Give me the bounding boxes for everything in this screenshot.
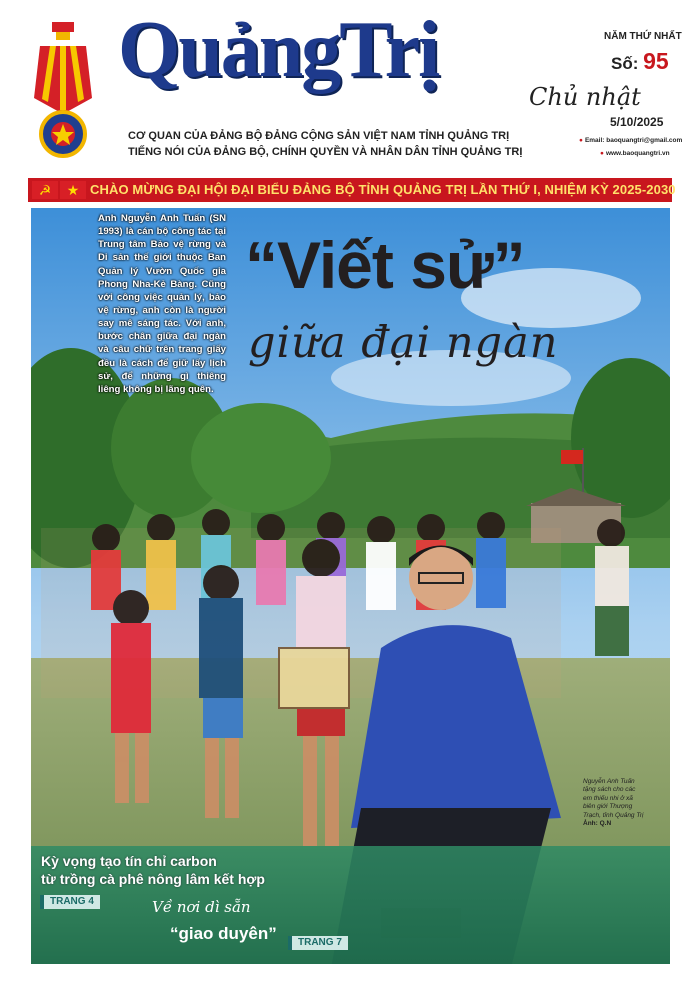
newspaper-title: QuảngTrị [118,6,439,94]
issue-value: 95 [643,48,669,74]
contact-website[interactable]: ● www.baoquangtri.vn [600,150,670,157]
national-flag-icon: ★ [60,181,86,199]
photo-caption-text: Nguyễn Anh Tuấn tặng sách cho các em thiếu nhi ở xã biên giới Thượng Trạch, tỉnh Quảng Trị [583,778,644,819]
photo-credit: Ảnh: Q.N [583,820,612,828]
teaser-page-link[interactable]: TRANG 7 [288,936,348,950]
teaser-title-line-1: Kỳ vọng tạo tín chỉ carbon [41,853,217,869]
teaser-title-line-2: từ trồng cà phê nông lâm kết hợp [41,871,265,888]
organization-line-2: TIẾNG NÓI CỦA ĐẢNG BỘ, CHÍNH QUYỀN VÀ NHÂN DÂN TỈNH QUẢNG TRỊ [128,146,523,158]
cover-intro-text: Anh Nguyễn Anh Tuấn (SN 1993) là cán bộ công tác tại Trung tâm Bảo vệ rừng và Di sản thế giới thuộc Ban Quản lý Vườn Quốc gia Phong Nha-Kẻ Bàng. Cũng với công việc quản lý, bảo vệ rừng, anh còn là người say mê sáng tác. Với anh, bước chân giữa đại ngàn và câu chữ trên trang giấy đều là cách để giữ lấy lịch sử, để những gì thiêng liêng không bị lãng quên. [98,213,226,395]
contact-email[interactable]: ● Email: baoquangtri@gmail.com [579,137,682,144]
cover-subheadline: giữa đại ngàn [248,318,559,368]
congress-banner [28,178,676,202]
issue-day: Chủ nhật [529,83,641,111]
teaser-carbon-credits[interactable] [41,852,265,888]
edition-label: NĂM THỨ NHẤT [604,31,682,42]
teaser-page-link[interactable]: TRANG 4 [40,895,100,909]
photo-caption [583,778,645,829]
cover-headline[interactable]: “Viết sử” [245,228,525,302]
organization-line-1: CƠ QUAN CỦA ĐẢNG BỘ ĐẢNG CỘNG SẢN VIỆT NAM TỈNH QUẢNG TRỊ [128,130,510,142]
banner-text: CHÀO MỪNG ĐẠI HỘI ĐẠI BIỂU ĐẢNG BỘ TỈNH QUẢNG TRỊ LẦN THỨ I, NHIỆM KỲ 2025-2030 [90,182,676,197]
teaser-giao-duyen-title[interactable]: “giao duyên” [170,924,277,943]
teaser-giao-duyen-kicker[interactable]: Về nơi dì sẵn [152,898,251,916]
party-emblem-logo [30,22,96,162]
issue-label: Số: [611,54,639,73]
issue-date: 5/10/2025 [610,115,664,129]
issue-number [611,48,669,75]
party-flag-icon: ☭ [32,181,58,199]
